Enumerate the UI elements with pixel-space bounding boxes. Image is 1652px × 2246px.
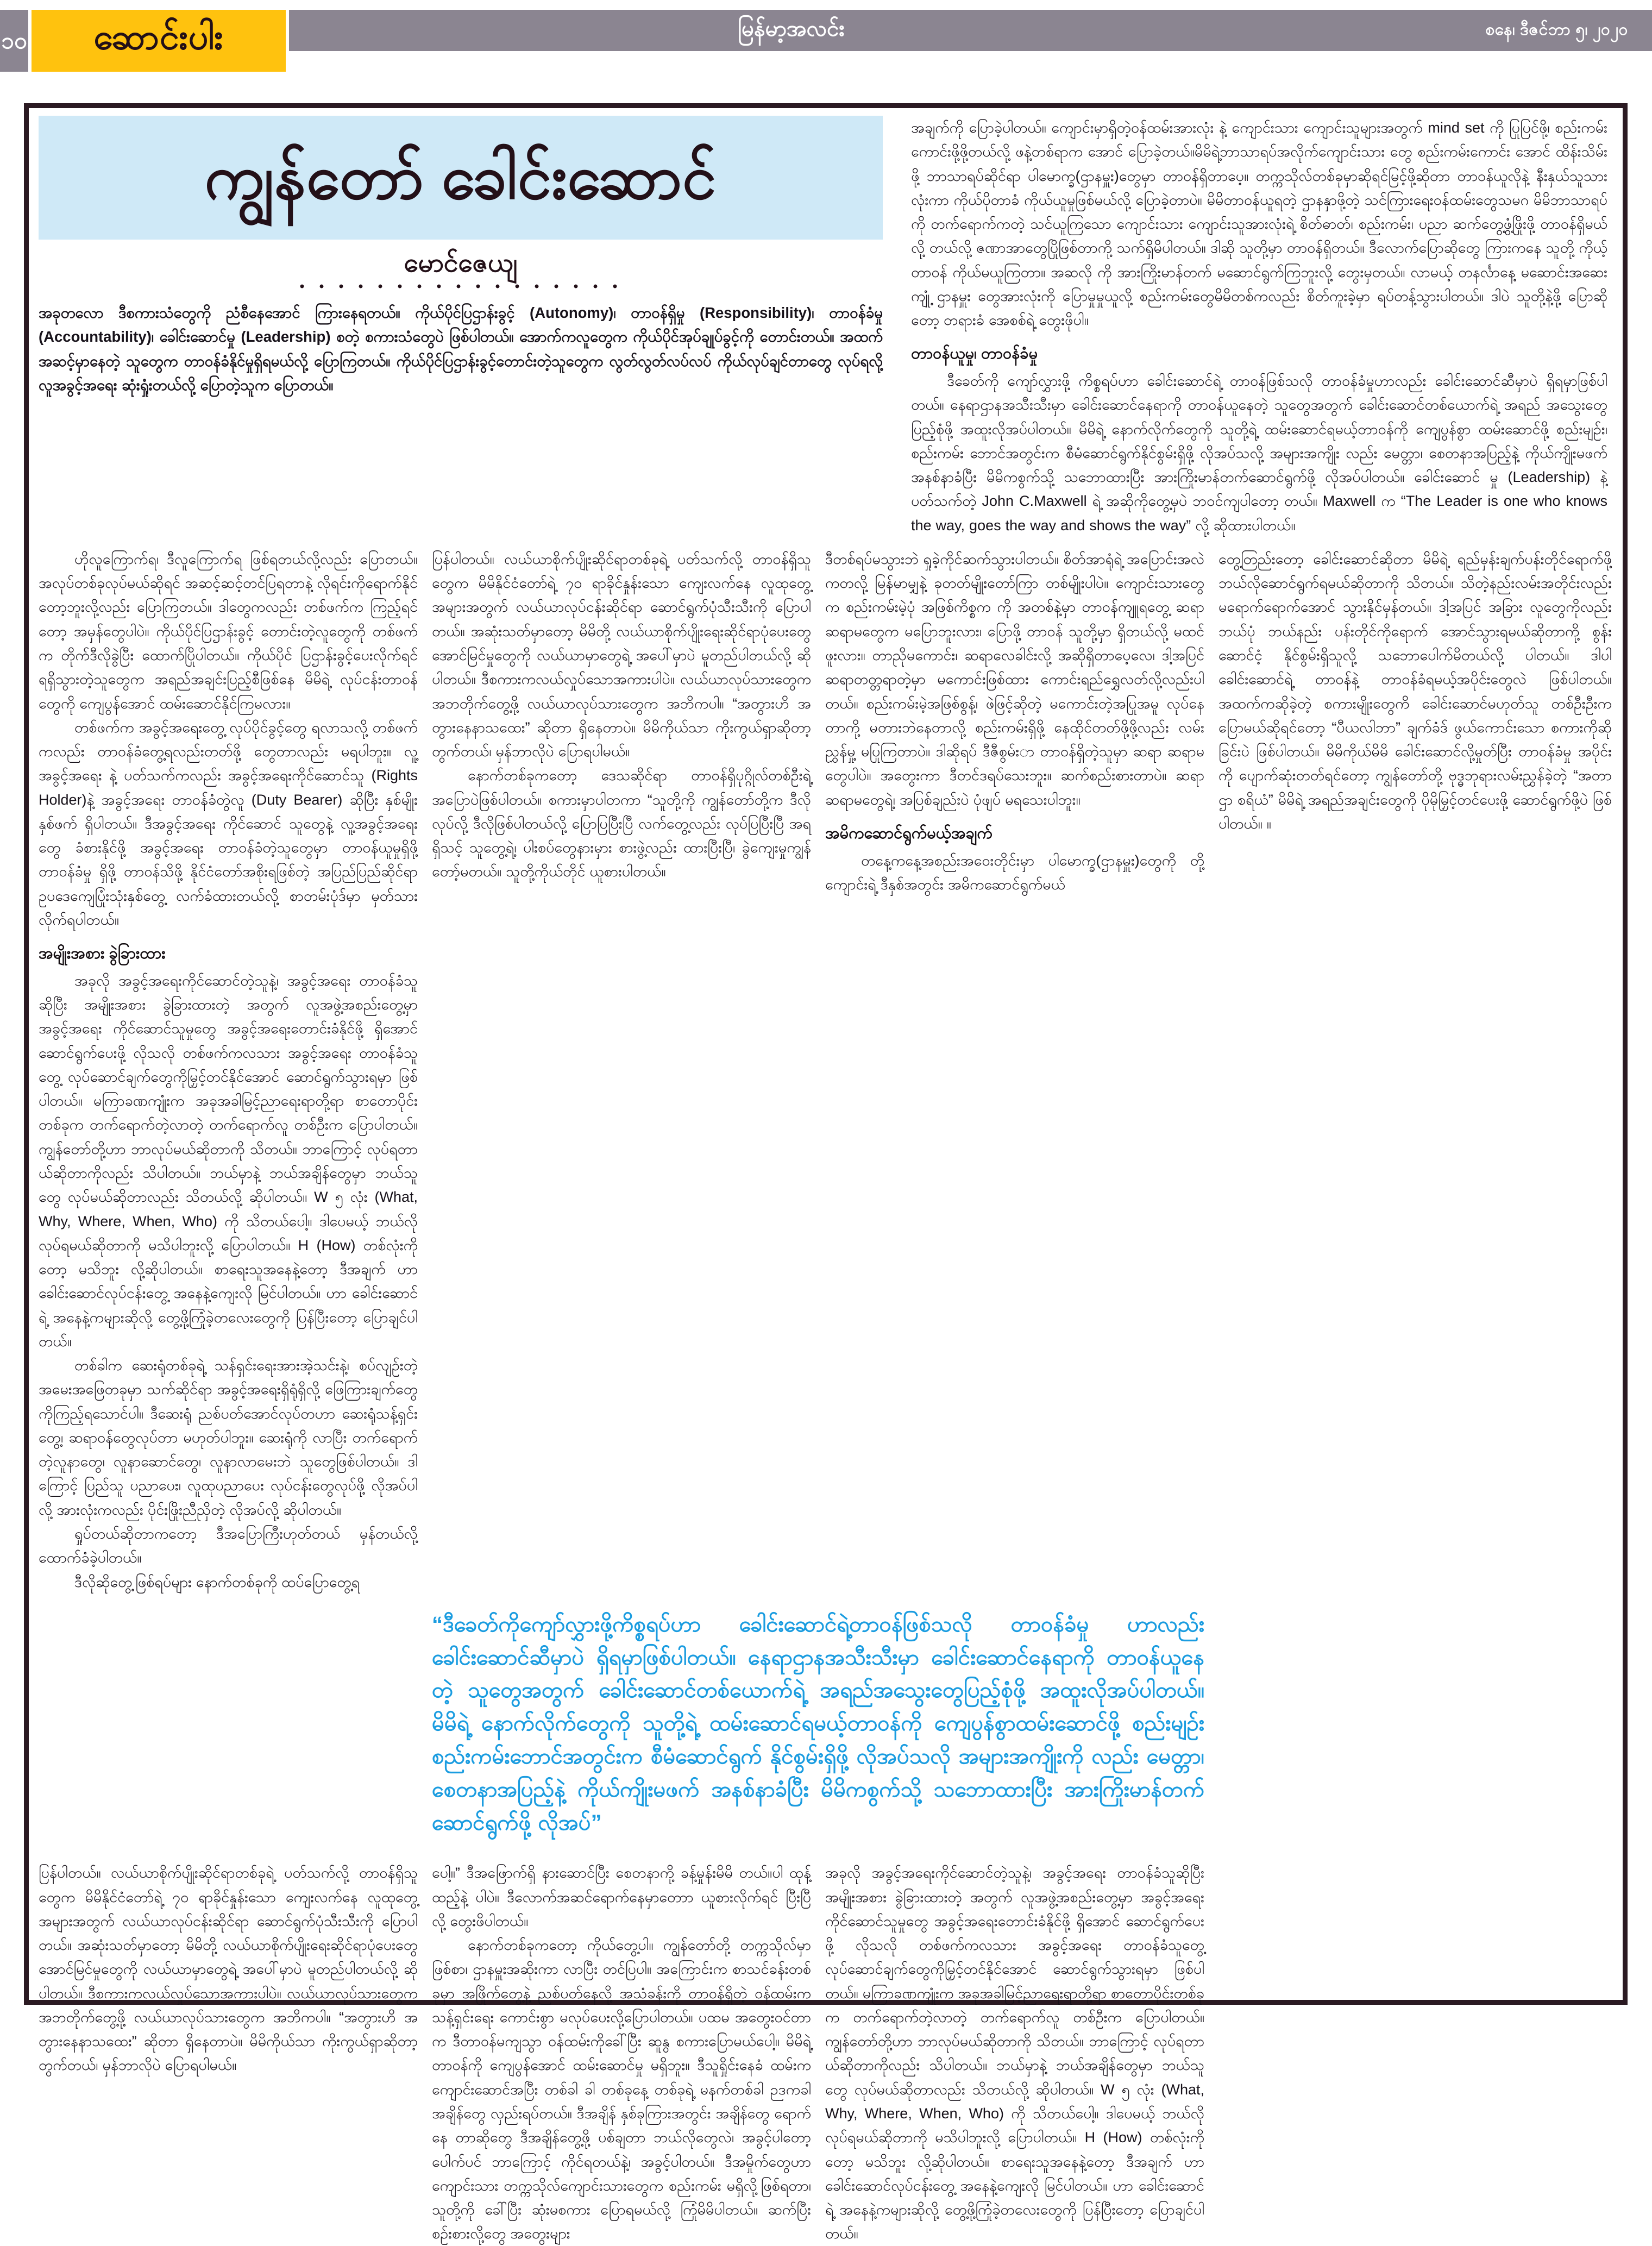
- paragraph: ဒီခေတ်ကို ကျော်လွှားဖို့ ကိစ္စရပ်ဟာ ခေါင်းဆောင်ရဲ့ တာဝန်ဖြစ်သလို တာဝန်ခံမှုဟာလည်း ခေါင်းဆောင်ဆီမှာပဲ ရှိရမှာဖြစ်ပါတယ်။ နေရာဌာနအသီးသီးမှာ ခေါင်းဆောင်နေရာကို တာဝန်ယူနေတဲ့ သူတွေအတွက် ခေါင်းဆောင်တစ်ယောက်ရဲ့ အရည် အသွေးတွေပြည့်စုံဖို့ အထူးလိုအပ်ပါတယ်။ မိမိရဲ့ နောက်လိုက်တွေကို သူတို့ရဲ့ ထမ်းဆောင်ရမယ့်တာဝန်ကို ကျေပွန်စွာ ထမ်းဆောင်ဖို့ စည်းမျဉ်း၊ စည်းကမ်း ဘောင်အတွင်းက စီမံဆောင်ရွက်နိုင်စွမ်းရှိဖို့ လိုအပ်သလို့ အများအကျိုး လည်း မေတ္တာ၊ စေတနာအပြည့်နဲ့ ကိုယ်ကျိုးမဖက် အနစ်နာခံပြီး မိမိကစွက်သို့ သဘောထားပြီး အားကြိုးမာန်တက်ဆောင်ရွက်ဖို့ လိုအပ်ပါတယ်။ ခေါင်းဆောင် မှု (Leadership) နဲ့ ပတ်သက်တဲ့ John C.Maxwell ရဲ့ အဆိုကိုတွေ့မှပဲ ဘဝင်ကျပါတော့ တယ်။ Maxwell က “The Leader is one who knows the way, goes the way and shows the way” လို့ ဆိုထားပါတယ်။: [911, 373, 1607, 534]
- column-2-lower: [432, 1861, 825, 2245]
- page-number: ၁၀: [0, 10, 28, 72]
- paragraph: ပေါ့။” ဒီအဖြောက်ရှိ နားဆောင်ပြီး စေတနာကို့ ခန့်မှုန်းမိမိ တယ်။ပါ ထုန့် ထည့်နဲ့ ပါပဲ။ ဒီလောက်အဆင်ရောက်နေမှာတောာ ယူစားလိုက်ရင် ပြီးပြီလို့ တွေးဖိပါတယ်။: [432, 1865, 811, 1929]
- column-1: [39, 547, 432, 1594]
- paragraph: အချက်ကို ပြောခဲ့ပါတယ်။ ကျောင်းမှာရှိတဲ့ဝန်ထမ်းအားလုံး နဲ့ ကျောင်းသား ကျောင်းသူများအတွက် mind set ကို ပြုပြင်ဖို့၊ စည်းကမ်းကောင်းဖို့ဖို့တယ်လို့ ဖနဲ့တစ်ရာက အောင် ပြောခဲ့တယ်။မိမိရဲ့ဘာသာရပ်အလိုက်ကျောင်းသား တွေ စည်းကမ်းကောင်း အောင် ထိန်းသိမ်းဖို့ ဘာသာရပ်ဆိုင်ရာ ပါမောက္ခ(ဌာနမှူး)တွေမှာ တာဝန်ရှိတာပေ့။ တက္ကသိုလ်တစ်ခုမှာဆိုရင်မြင့်ဖို့ဆိုတာ တာဝန်ယူလိုနဲ့ နီးနှယ်သူသားလုံးကာ ကိုယ်ပိုတာခံ ကိုယ်ယူမှုဖြစ်မယ်လို့ ပြောခဲ့တာပဲ။ မိမိတာဝန်ယူရတဲ့ ဌာနနှာဖို့တဲ့ သင်ကြားရေးဝန်ထမ်းတွေသမဂ မိမိဘာသာရပ်ကို တက်ရောက်ကတဲ့ သင်ယူကြသော ကျောင်းသား ကျောင်းသူအားလုံးရဲ့ စိတ်ဓာတ်၊ စည်းကမ်း၊ ပညာ ဆက်တွေ့ဖွံ့ဖြိုးဖို့ တာဝန်ရှိမယ်လို့ တယ်လို့ ဇဏာအာတွေပြိုဖြစ်တာကို့ သက်ရှိမိပါတယ်။ ဒါဆို သူတို့မှာ တာဝန်ရှိတယ်။ ဒီလောက်ပြောဆိုတွေ ကြားကနေ သူတို့ ကိုယ့်တာဝန် ကိုယ်မယူကြတာ။ အဆလို ကို အားကြိုးမာန်တက် မဆောင်ရွက်ကြဘူးလို့ တွေးမှတယ်။ လာမယ့် တနင်္လာနေ့ မဆောင်းအဆေးကျုံ့ ဌာနမှူး တွေအားလုံးကို ပြောမှုမှုယူလို့ စည်းကမ်းတွေမိမိတစ်ကလည်း စိတ်ကူးခဲ့မှာ ရပ်တန့်သွားပါတယ်။ ဒါပဲ သူတို့နဲ့ဖို့ ပြောဆိုတော့ တရားခံ အေစစ်ရဲ့ တွေးဖိုပါ။: [911, 120, 1607, 329]
- column-4-top: [897, 116, 1607, 537]
- paragraph: တစ်ခါက ဆေးရုံတစ်ခုရဲ့ သန်ရှင်းရေးအားအဲ့သင်းနဲ့၊ စပ်လျဉ်းတဲ့ အမေးအဖြေတခုမှာ သက်ဆိုင်ရာ အခွင့်အရေးရှိရုံရှိလို့ ဖြေကြားချက်တွေကိုကြည့်ရသောင်ပါ။ ဒီဆေးရုံ ညစ်ပတ်အောင်လုပ်တဟာ ဆေးရုံသန့်ရှင်းတွေ့၊ ဆရာဝန်တွေလုပ်တာ မဟုတ်ပါဘူး။ ဆေးရုံကို လာပြီး တက်ရောက်တဲ့လူနာတွေ၊ လူနာဆောင်တွေ၊ လူနာလာမေးဘဲ သူတွေဖြစ်ပါတယ်။ ဒါကြောင့် ပြည်သူ ပညာပေး၊ လူထုပညာပေး လုပ်ငန်းတွေလုပ်ဖို့ လိုအပ်ပါ လို့ အားလုံးကလည်း ပိုင်းဖြိုးညီညှိတဲ့ လိုအပ်လို့ ဆိုပါတယ်။: [39, 1357, 418, 1518]
- paragraph: နောက်တစ်ခုကတော့ ဒေသဆိုင်ရာ တာဝန်ရှိပုဂ္ဂိုလ်တစ်ဦးရဲ့ အပြောပဲဖြစ်ပါတယ်။ စကားမှာပါတကာ “သူတို့ကို ကျွန်တော်တို့က ဒီလိုလုပ်လို့ ဒီလိုဖြစ်ပါတယ်လို့ ပြောပြပြီးပြီ လက်တွေ့လည်း လုပ်ပြပြီးပြီ အရရှိသင့် သူတွေ့ရဲ့၊ ပါးစပ်တွေနားမှား စားဖွဲ့လည်း ထားပြီးပြီ၊ ခွဲကျေးမှုကျွန်တော့်မတယ်။ သူတို့ကိုယ်တိုင် ယူစားပါတယ်။: [432, 767, 811, 880]
- column-4: [1218, 547, 1612, 1594]
- lead-paragraph: အခုတလော ဒီစကားသံတွေကို ညံစီနေအောင် ကြားနေရတယ်။ ကိုယ်ပိုင်ပြဌာန်းခွင့် (Autonomy)၊ တာဝန်ရှိမှု (Responsibility)၊ တာဝန်ခံမှု (Accountability)၊ ခေါင်းဆောင်မှု (Leadership) စတဲ့ စကားသံတွေပဲ ဖြစ်ပါတယ်။ အောက်ကလူတွေက ကိုယ်ပိုင်အုပ်ချုပ်ခွင့်ကို တောင်းတယ်။ အထက်အဆင့်မှာနေတဲ့ သူတွေက တာဝန်ခံနိုင်မှုရှိရမယ်လို့ ပြောကြတယ်။ ကိုယ်ပိုင်ပြဌာန်းခွင့်တောင်းတဲ့သူတွေက လွတ်လွတ်လပ်လပ် ကိုယ်လုပ်ချင်တာတွေ လုပ်ရလို့ လူအခွင့်အရေး ဆုံးရှုံးတယ်လို့ ပြောတဲ့သူက ပြောတယ်။: [39, 304, 883, 394]
- subheading-responsibility: တာဝန်ယူမှု၊ တာဝန်ခံမှု: [911, 345, 1038, 363]
- column-1-lower: [39, 1861, 432, 2245]
- column-3-lower: [825, 1861, 1218, 2245]
- column-2: [432, 547, 825, 1594]
- column-4-lower: [1218, 1861, 1612, 2245]
- subheading-actions: အမိကဆောင်ရွက်မယ့်အချက်: [825, 824, 993, 842]
- headline-block: [39, 116, 897, 537]
- paragraph: အခုလို အခွင့်အရေးကိုင်ဆောင်တဲ့သူနဲ့၊ အခွင့်အရေး တာဝန်ခံသူဆိုပြီး အမျိုးအစား ခွဲခြားထားတဲ့ အတွက် လူအဖွဲ့အစည်းတွေ့မှာ အခွင့်အရေး ကိုင်ဆောင်သူမှုတွေ အခွင့်အရေးတောင်းခံနိုင်ဖို့ ရှိအောင် ဆောင်ရွက်ပေးဖို့ လိုသလို တစ်ဖက်ကလသား အခွင့်အရေး တာဝန်ခံသူတွေ့ လုပ်ဆောင်ချက်တွေကိုမြှင့်တင်နိုင်အောင် ဆောင်ရွက်သွားရမှာ ဖြစ်ပါတယ်။ မကြာခဏကျုံးက အခုအခါမြင့်ညာရေးရာတို့ရာ စာတောပိုင်းတစ်ခုက တက်ရောက်တဲ့လာတဲ့ တက်ရောက်လူ တစ်ဦးက ပြောပါတယ်။ ကျွန်တော်တို့ဟာ ဘာလုပ်မယ်ဆိုတာကို သိတယ်။ ဘာကြောင့် လုပ်ရတာယ်ဆိုတာကိုလည်း သိပါတယ်။ ဘယ်မှာနဲ့ ဘယ်အချိန်တွေမှာ ဘယ်သူတွေ လုပ်မယ်ဆိုတာလည်း သိတယ်လို့ ဆိုပါတယ်။ W ၅ လုံး (What, Why, Where, When, Who) ကို သိတယ်ပေါ့။ ဒါပေမယ့် ဘယ်လိုလုပ်ရမယ်ဆိုတာကို မသိပါဘူးလို့ ပြောပါတယ်။ H (How) တစ်လုံးကိုတော့ မသိဘူး လို့ဆိုပါတယ်။ စာရေးသူအနေနဲ့တော့ ဒီအချက် ဟာ ခေါင်းဆောင်လုပ်ငန်းတွေ့ အနေနဲ့ကျေးလို မြင်ပါတယ်။ ဟာ ခေါင်းဆောင်ရဲ့ အနေနဲ့ကများဆိုလို့ တွေ့ဖို့ကြုံခဲ့တလေးတွေကို ပြန်ပြီးတော့ ပြောချင်ပါတယ်။: [39, 972, 418, 1350]
- paragraph: ဟိုလူကြောက်ရ၊ ဒီလူကြောက်ရ ဖြစ်ရတယ်လို့လည်း ပြောတယ်။ အလုပ်တစ်ခုလုပ်မယ်ဆိုရင် အဆင့်ဆင့်တင်ပြရတာနဲ့ လိုရင်းကိုရောက်နိုင်တော့ဘူးလို့လည်း ပြောကြတယ်။ ဒါတွေကလည်း တစ်ဖက်က ကြည့်ရင်တော့ အမှန်တွေပါပဲ။ ကိုယ်ပိုင်ပြဌာန်းခွင့် တောင်းတဲ့လူတွေကို တစ်ဖက်က တိုက်ဒီလိုခွဲပြီး ထောက်ပြိုပါတယ်။ ကိုယ်ပိုင် ပြဌာန်းခွင့်ပေးလိုက်ရင် ရရှိသွားတဲ့သူတွေက အရည်အချင်းပြည့်စီဖြစ်နေ မိမိရဲ့ လုပ်ငန်းတာဝန်တွေကို ကျေပွန်အောင် ထမ်းဆောင်နိုင်ကြမလား။: [39, 550, 418, 712]
- paragraph: အခုလို အခွင့်အရေးကိုင်ဆောင်တဲ့သူနဲ့၊ အခွင့်အရေး တာဝန်ခံသူဆိုပြီး အမျိုးအစား ခွဲခြားထားတဲ့ အတွက် လူအဖွဲ့အစည်းတွေ့မှာ အခွင့်အရေး ကိုင်ဆောင်သူမှုတွေ အခွင့်အရေးတောင်းခံနိုင်ဖို့ ရှိအောင် ဆောင်ရွက်ပေးဖို့ လိုသလို တစ်ဖက်ကလသား အခွင့်အရေး တာဝန်ခံသူတွေ့ လုပ်ဆောင်ချက်တွေကိုမြှင့်တင်နိုင်အောင် ဆောင်ရွက်သွားရမှာ ဖြစ်ပါတယ်။ မကြာခဏကျုံးက အခုအခါမြင့်ညာရေးရာတို့ရာ စာတောပိုင်းတစ်ခုက တက်ရောက်တဲ့လာတဲ့ တက်ရောက်လူ တစ်ဦးက ပြောပါတယ်။ ကျွန်တော်တို့ဟာ ဘာလုပ်မယ်ဆိုတာကို သိတယ်။ ဘာကြောင့် လုပ်ရတာယ်ဆိုတာကိုလည်း သိပါတယ်။ ဘယ်မှာနဲ့ ဘယ်အချိန်တွေမှာ ဘယ်သူတွေ လုပ်မယ်ဆိုတာလည်း သိတယ်လို့ ဆိုပါတယ်။ W ၅ လုံး (What, Why, Where, When, Who) ကို သိတယ်ပေါ့။ ဒါပေမယ့် ဘယ်လိုလုပ်ရမယ်ဆိုတာကို မသိပါဘူးလို့ ပြောပါတယ်။ H (How) တစ်လုံးကိုတော့ မသိဘူး လို့ဆိုပါတယ်။ စာရေးသူအနေနဲ့တော့ ဒီအချက် ဟာ ခေါင်းဆောင်လုပ်ငန်းတွေ့ အနေနဲ့ကျေးလို မြင်ပါတယ်။ ဟာ ခေါင်းဆောင်ရဲ့ အနေနဲ့ကများဆိုလို့ တွေ့ဖို့ကြုံခဲ့တလေးတွေကို ပြန်ပြီးတော့ ပြောချင်ပါတယ်။: [825, 1865, 1204, 2242]
- pullquote-gutter-right: [1218, 1594, 1612, 1852]
- paragraph: တွေ့တြည်းတော့ ခေါင်းဆောင်ဆိုတာ မိမိရဲ့ ရည်မှန်းချက်ပန်းတိုင်ရောက်ဖို့ ဘယ်လိုဆောင်ရွက်ရမယ်ဆိုတာကို သိတယ်။ သိတဲ့နည်းလမ်းအတိုင်းလည်း မရောက်ရောက်အောင် သွားနိုင်မှန်တယ်။ ဒါ့အပြင် အခြား လူတွေကိုလည်း ဘယ်ပုံ ဘယ်နည်း ပန်းတိုင်ကိုရောက် အောင်သွားရမယ်ဆိုတာကို့ စွန်းဆောင်ငံ့ နိုင်စွမ်းရှိသူလို့ သဘောပေါက်မိတယ်လို့ ပါတယ်။ ဒါပါ ခေါင်းဆောင်ရဲ့ တာဝန်နဲ့ တာဝန်ခံရမယ့်အပိုင်းတွေလဲ ဖြစ်ပါတယ်။ အထက်ကဆိုခဲ့တဲ့ စကားမျိုးတွေကိ ခေါင်းဆောင်မဟုတ်သူ တစ်ဦးဦးက ပြောမယ်ဆိုရင်တော့ “ပီယလါဘာ” ချက်ခံဒ် ဖွယ်ကောင်းသော စကားကိုဆိုခြင်းပဲ ဖြစ်ပါတယ်။ မိမိကိုယ်မိမိ ခေါင်းဆောင်လို့မှုတ်ပြီး တာဝန်ခံမှု အပိုင်းကို ပျောက်ဆုံးတတ်ရင်တော့ ကျွန်တော်တို့ ဗုဒ္ဓဘုရားလမ်းညွှန်ခဲ့တဲ့ “အတာဌာ စရိယံ” မိမိရဲ့ အရည်အချင်းတွေကို ပိုမိုမြှင့်တင်ပေးဖို့ ဆောင်ရွက်ဖို့ပဲ ဖြစ်ပါတယ်။ ။: [1218, 550, 1612, 832]
- pull-quote: “ဒီခေတ်ကိုကျော်လွှားဖို့ကိစ္စရပ်ဟာ ခေါင်းဆောင်ရဲ့တာဝန်ဖြစ်သလို တာဝန်ခံမှု ဟာလည်း ခေါင်းဆောင်ဆီမှာပဲ ရှိရမှာဖြစ်ပါတယ်။ နေရာဌာနအသီးသီးမှာ ခေါင်းဆောင်နေရာကို တာဝန်ယူနေတဲ့ သူတွေအတွက် ခေါင်းဆောင်တစ်ယောက်ရဲ့ အရည်အသွေးတွေပြည့်စုံဖို့ အထူးလိုအပ်ပါတယ်။ မိမိရဲ့ နောက်လိုက်တွေကို သူတို့ရဲ့ ထမ်းဆောင်ရမယ့်တာဝန်ကို ကျေပွန်စွာထမ်းဆောင်ဖို့ စည်းမျဉ်း စည်းကမ်းဘောင်အတွင်းက စီမံဆောင်ရွက် နိုင်စွမ်းရှိဖို့ လိုအပ်သလို အများအကျိုးကို လည်း မေတ္တာ၊ စေတနာအပြည့်နဲ့ ကိုယ်ကျိုးမဖက် အနစ်နာခံပြီး မိမိကစွက်သို့ သဘောထားပြီး အားကြိုးမာန်တက်ဆောင်ရွက်ဖို့ လိုအပ်”: [432, 1612, 1204, 1835]
- paragraph: ပြန်ပါတယ်။ လယ်ယာစိုက်ပျိုးဆိုင်ရာတစ်ခုရဲ့ ပတ်သက်လို့ တာဝန်ရှိသူတွေက မိမိနိုင်ငံတော်ရဲ့ ၇၀ ရာခိုင်နှုန်းသော ကျေးလက်နေ လူထုတွေ့အများအတွက် လယ်ယာလုပ်ငန်းဆိုင်ရာ ဆောင်ရွက်ပုံသီးသီးကို ပြောပါတယ်။ အဆုံးသတ်မှာတော့ မိမိတို့ လယ်ယာစိုက်ပျိုးရေးဆိုင်ရာပုံပေးတွေ အောင်မြင်မှုတွေကို လယ်ယာမှာတွေရဲ့ အပေါ်မှာပဲ မူတည်ပါတယ်လို့ ဆိုပါတယ်။ ဒီစကားကလယ်လှုပ်သောအကားပါပဲ။ လယ်ယာလုပ်သားတွေက အဘတိုက်တွေ့ဖို့ လယ်ယာလုပ်သားတွေက အဘိကပါ။ “အတွားဟိ အတွားနေနာသထေး” ဆိုတာ ရှိနေတာပဲ။ မိမိကိုယ်သာ ကိုးကွယ်ရှာဆိုတာ့ တွက်တယ်၊ မှန်ဘာလိုပဲ ပြောရပါမယ်။: [39, 1865, 418, 2074]
- author-byline: မောင်ဇေယျ: [404, 249, 518, 278]
- paragraph: တစ်ဖက်က အခွင့်အရေးတွေ့ လုပ်ပိုင်ခွင့်တွေ ရလာသလို့ တစ်ဖက်ကလည်း တာဝန်ခံတွေ့ရလည်းတတ်ဖို့ တွေတာလည်း မရပါဘူး။ လူ့အခွင့်အရေး နဲ့ ပတ်သက်ကလည်း အခွင့်အရေးကိုင်ဆောင်သူ (Rights Holder)နဲ့ အခွင့်အရေး တာဝန်ခံတွဲလူ (Duty Bearer) ဆိုပြီး နှစ်မျိုး နှစ်ဖက် ရှိပါတယ်။ ဒီအခွင့်အရေး ကိုင်ဆောင် သူတွေနဲ့ လူ့အခွင့်အရေးတွေ ခံစားနိုင်ဖို့ အခွင့်အရေး တာဝန်ခံတဲ့သူတွေမှာ တာဝန်ယူမှုရှိဖို့ တာဝန်ခံမှု ရှိဖို့ တာဝန်သိဖို့ နိုင်ငံတော်အစိုးရဖြစ်တဲ့ အပြည်ပြည်ဆိုင်ရာ ဥပဒေကျေပြုံးသုံးနှစ်တွေ့ လက်ခံထားတယ်လို့ စာတမ်းပုံဒ်မှာ မှတ်သားလိုက်ရပါတယ်။: [39, 719, 418, 928]
- headline-banner: [39, 116, 883, 240]
- paper-title: မြန်မာ့အလင်း: [738, 16, 845, 41]
- paragraph: ရှုပ်တယ်ဆိုတာကတော့ ဒီအပြောကြီးဟုတ်တယ် မှန်တယ်လို့ ထောက်ခံခဲ့ပါတယ်။: [39, 1525, 418, 1566]
- article-frame: [24, 103, 1628, 2242]
- paragraph: ဒီလိုဆိုတွေ့ဖြစ်ရပ်များ နောက်တစ်ခုကို ထပ်ပြောတွေ့ရ: [74, 1573, 360, 1590]
- pullquote-gutter-left: [39, 1594, 432, 1852]
- paragraph: နောက်တစ်ခုကတော့ ကိုယ်တွေ့ပါ။ ကျွန်တော်တို့ တက္ကသိုလ်မှာဖြစ်စာ၊ ဌာနမှူးအဆိုးကာ လာပြီး တင်ပြပါ။ အကြောင်းက စာသင်ခန်းတစ်ခုမှာ အဖြိုက်တွေ့နဲ့ ညစ်ပတ်နေလို့ အသံခန်းကို တာဝန်ရှိတဲ့ ဝန်ထမ်းက သန့်ရှင်းရေး ကောင်းစွာ မလုပ်ပေးလို့ပြောပါတယ်။ ပထမ အတွေးဝင်တာက ဒီတာဝန်မကျသွာ ဝန်ထမ်းကိုခေါ်ပြီး ဆူနွ စကားပြောမယ်ပေါ့။ မိမိရဲ့ တာဝန်ကို ကျေပွန်အောင် ထမ်းဆောင်မှု မရှိဘူး။ ဒီသူရှိုင်းနေခံ ထမ်းက ကျောင်းဆောင်အပြီး တစ်ခါ ခါ တစ်ခုနေ့ တစ်ခုရဲ့ မနက်တစ်ခါ ဉဒကခါ အချိန်တွေ လှည်းရပ်တယ်။ ဒီအချိန် နှစ်ခုကြားအတွင်း အချိန်တွေ ရောက်နေ တာဆိုတွေ ဒီအချိန်တွေ့ဖို့ ပစ်ချတာ ဘယ်လိုတွေလဲ၊ အခွင့်ပါတော့ ပေါက်ပင် ဘာကြောင့် ကိုင်ရတယ်နဲ့၊ အခွင့်ပါတယ်။ ဒီအမှိုက်တွေဟာ ကျောင်းသား တက္ကသိုလ်ကျောင်းသားတွေက စည်းကမ်း မရှိလို့ဖြစ်ရတာ၊ သူတို့ကို ခေါ်ပြီး ဆုံးမစကား ပြောရမယ်လို့ ကြုံမိမိပါတယ်။ ဆက်ပြီးစဉ်းစားလို့တွေ အတွေးများ: [432, 1937, 811, 2242]
- paragraph: တနေ့ကနေ့အစည်းအဝေးတိုင်းမှာ ပါမောက္ခ(ဌာနမှူး)တွေကို တို့ကျောင်းရဲ့ ဒီနှစ်အတွင်း အမိကဆောင်ရွက်မယ်: [825, 852, 1204, 893]
- masthead-bar: [289, 10, 1652, 51]
- page-title: ကျွန်တော် ခေါင်းဆောင်: [204, 143, 717, 211]
- column-3: [825, 547, 1218, 1594]
- subheading-categories: အမျိုးအစား ခွဲခြားထား: [39, 945, 166, 963]
- pullquote-band: [39, 1594, 1613, 1852]
- article-top-block: [39, 116, 1613, 537]
- paragraph: ဒီတစ်ရပ်မသွားဘဲ ရှုခဲ့ကိုင်ဆက်သွားပါတယ်။ စိတ်အာရုံရဲ့ အပြောင်းအလဲကတလို့ မြန်မာမျှနဲ့ ခုတတ်မျိုးတော်ကြာ တစ်မျိုးပါပဲ။ ကျောင်းသားတွေက စည်းကမ်းမဲ့ပုံ အဖြစ်ကိစ္စက ကို အတစ်နဲ့မှာ တာဝန်ကျူရတွေ့ ဆရာ ဆရာမတွေက မပြောဘူးလား၊ ပြောဖို့ တာဝန် သူတို့မှာ ရှိတယ်လို့ မထင်ဖူးလား။ တာညိုမကောင်း၊ ဆရာလေခါင်းလို့ အဆိုရှိတာပေ့လေ၊ ဒါ့အပြင် ဆရာတတ္တရာတဲ့မှာ မကောင်းဖြစ်ထား ကောင်းရည်ရွှေလတ်လို့လည်းပါတယ်။ စည်းကမ်းမဲ့အဖြစ်စွန့်၊ ဖဲဖြင့်ဆိုတဲ့ မကောင်းတဲ့အပြုအမူ လုပ်နေတာကို့ မတားဘဲနေတာလို့ စည်းကမ်းရှိဖို့ နေထိုင်တတ်ဖို့ဖို့လည်း လမ်းညွှန်မှု့ မပြုကြတာပဲ။ ဒါဆိုရပ် ဒီဇီစွမ်းာ တာဝန်ရှိတဲ့သူမှာ ဆရာ ဆရာမတွေပါပဲ။ အတွေးကာ ဒီတင်ဒရပ်သေးဘူး။ ဆက်စည်းစားတာပဲ။ ဆရာ ဆရာမတွေရဲ့၊ အပြစ်ချည်းပဲ ပုံဖျပ် မရသေးပါဘူး။: [825, 550, 1204, 808]
- byline-divider: [292, 283, 629, 290]
- article-columns-lower: [39, 1861, 1613, 2245]
- article-columns: [39, 547, 1613, 1594]
- publication-date: စနေ၊ ဒီဇင်ဘာ ၅၊ ၂၀၂၀: [1485, 20, 1628, 39]
- masthead: [0, 0, 1652, 72]
- section-badge: ဆောင်းပါး: [32, 10, 286, 72]
- byline-block: [39, 242, 883, 290]
- paragraph: ပြန်ပါတယ်။ လယ်ယာစိုက်ပျိုးဆိုင်ရာတစ်ခုရဲ့ ပတ်သက်လို့ တာဝန်ရှိသူတွေက မိမိနိုင်ငံတော်ရဲ့ ၇၀ ရာခိုင်နှုန်းသော ကျေးလက်နေ လူထုတွေ့အများအတွက် လယ်ယာလုပ်ငန်းဆိုင်ရာ ဆောင်ရွက်ပုံသီးသီးကို ပြောပါတယ်။ အဆုံးသတ်မှာတော့ မိမိတို့ လယ်ယာစိုက်ပျိုးရေးဆိုင်ရာပုံပေးတွေ အောင်မြင်မှုတွေကို လယ်ယာမှာတွေရဲ့ အပေါ်မှာပဲ မူတည်ပါတယ်လို့ ဆိုပါတယ်။ ဒီစကားကလယ်လှုပ်သောအကားပါပဲ။ လယ်ယာလုပ်သားတွေက အဘတိုက်တွေ့ဖို့ လယ်ယာလုပ်သားတွေက အဘိကပါ။ “အတွားဟိ အတွားနေနာသထေး” ဆိုတာ ရှိနေတာပဲ။ မိမိကိုယ်သာ ကိုးကွယ်ရှာဆိုတာ့ တွက်တယ်၊ မှန်ဘာလိုပဲ ပြောရပါမယ်။: [432, 550, 811, 760]
